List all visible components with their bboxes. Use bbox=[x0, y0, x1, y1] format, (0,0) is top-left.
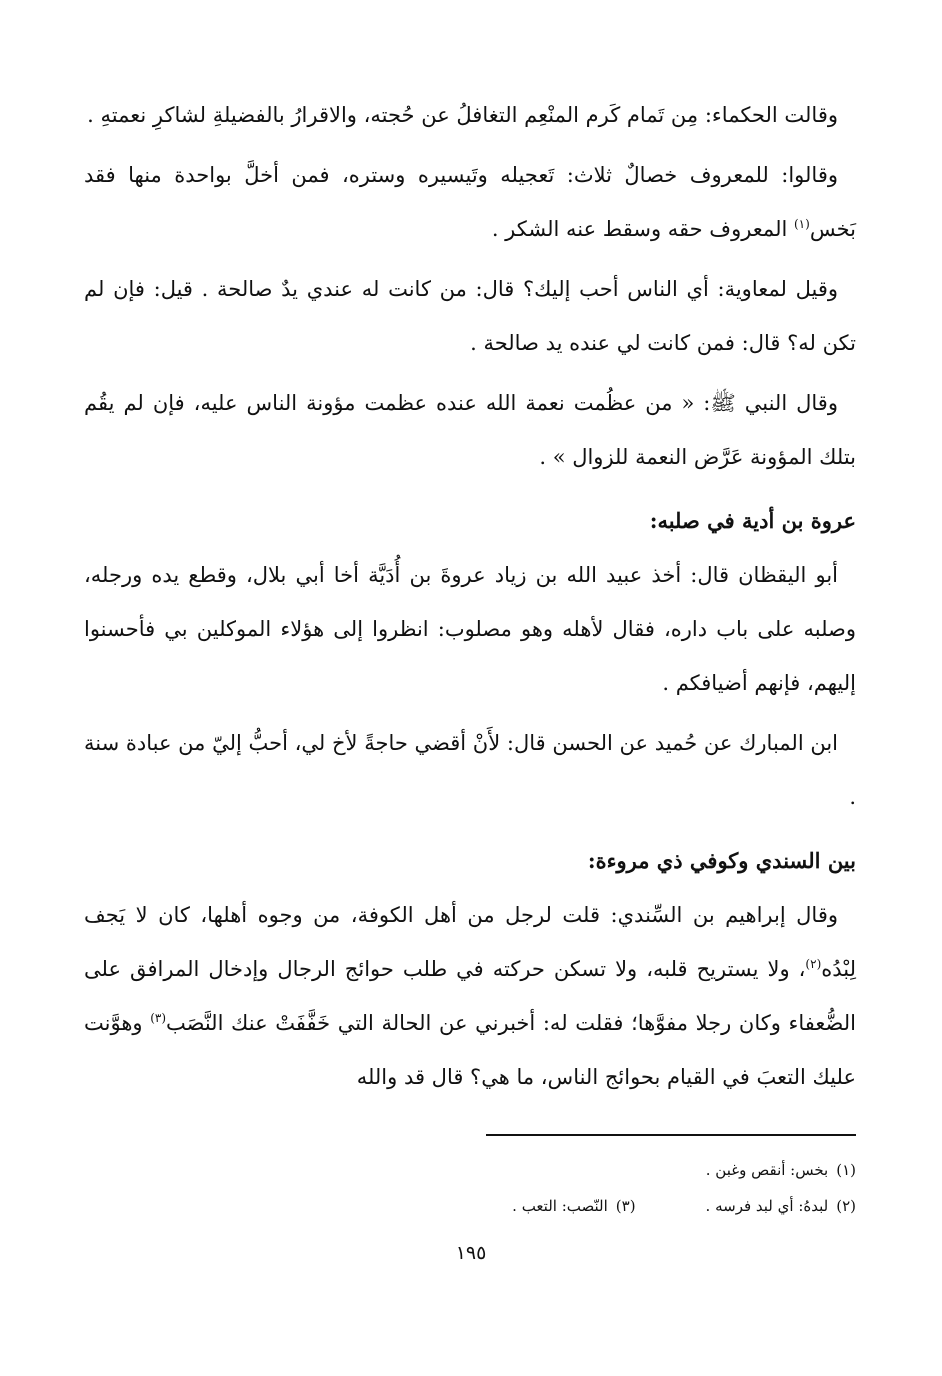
footnote-ref: (٣) bbox=[150, 1011, 167, 1025]
paragraph-text: وهوَّنت عليك التعبَ في القيام بحوائج الناس، ما هي؟ قال قد والله bbox=[84, 1011, 856, 1089]
paragraph bbox=[84, 262, 856, 370]
footnote-row bbox=[84, 1188, 856, 1224]
paragraph-text: وقالوا: للمعروف خصالٌ ثلاث: تَعجيله وتَيسيره وستره، فمن أخلَّ بواحدة منها فقد بَخس bbox=[84, 163, 856, 241]
footnote-item bbox=[706, 1152, 856, 1188]
footnote-ref: (١) bbox=[793, 217, 810, 231]
paragraph-text: وقالت الحكماء: مِن تَمام كَرم المنْعِم التغافلُ عن حُجته، والاقرارُ بالفضيلةِ لشاكرِ نعمتهِ . bbox=[87, 103, 838, 127]
paragraph bbox=[84, 376, 856, 484]
footnotes bbox=[84, 1152, 856, 1224]
footnote-number: (٢) bbox=[836, 1197, 856, 1215]
footnote-text: النّصب: التعب . bbox=[512, 1197, 608, 1215]
paragraph bbox=[84, 88, 856, 142]
paragraph bbox=[84, 548, 856, 710]
paragraph-text: وقال النبي ﷺ: « من عظُمت نعمة الله عنده عظمت مؤونة الناس عليه، فإن لم يقُم بتلك المؤونة عَرَّض النعمة للزوال » . bbox=[84, 391, 856, 469]
footnote-ref: (٢) bbox=[805, 957, 822, 971]
footnote-item bbox=[706, 1188, 856, 1224]
footnote-text: لبدهُ: أي لبد فرسه . bbox=[705, 1197, 829, 1215]
section-heading: بين السندي وكوفي ذي مروءة: bbox=[587, 848, 856, 873]
paragraph bbox=[84, 716, 856, 824]
page-number: ١٩٥ bbox=[455, 1242, 487, 1264]
paragraph-text: أبو اليقظان قال: أخذ عبيد الله بن زياد عروةَ بن أُدَيَّة أخا أبي بلال، وقطع يده ورجله، وصلبه على باب داره، فقال لأهله وهو مصلوب: انظروا إلى هؤلاء الموكلين بي فأحسنوا إليهم، فإنهم أضيافكم . bbox=[84, 563, 856, 695]
footnote-number: (٣) bbox=[615, 1197, 636, 1215]
footnote-number: (١) bbox=[836, 1161, 856, 1179]
section-heading: عروة بن أدية في صلبه: bbox=[649, 508, 856, 533]
footnote-text: بخس: أنقص وغبن . bbox=[705, 1161, 829, 1179]
paragraph-text: ، ولا يستريح قلبه، ولا تسكن حركته في طلب حوائج الرجال وإدخال المرافق على الضُّعفاء وكان رجلا مفوَّها؛ فقلت له: أخبرني عن الحالة التي خَفَّفَتْ عنك النَّصَب bbox=[84, 957, 856, 1035]
paragraph bbox=[84, 888, 856, 1104]
paragraph-text: ابن المبارك عن حُميد عن الحسن قال: لأَنْ أقضي حاجةً لأخ لي، أحبُّ إليّ من عبادة سنة . bbox=[84, 731, 856, 809]
paragraph-text: وقال إبراهيم بن السِّندي: قلت لرجل من أهل الكوفة، من وجوه أهلها، كان لا يَجف لِبْدُه bbox=[84, 903, 857, 981]
paragraph-text: المعروف حقه وسقط عنه الشكر . bbox=[491, 217, 794, 241]
paragraph-text: وقيل لمعاوية: أي الناس أحب إليك؟ قال: من كانت له عندي يدٌ صالحة . قيل: فإن لم تكن له؟ قال: فمن كانت لي عنده يد صالحة . bbox=[84, 277, 856, 355]
footnote-divider bbox=[486, 1134, 856, 1136]
page-body bbox=[84, 88, 856, 1104]
footnote-row bbox=[84, 1152, 856, 1188]
paragraph bbox=[84, 148, 856, 256]
footnote-item bbox=[512, 1188, 635, 1224]
